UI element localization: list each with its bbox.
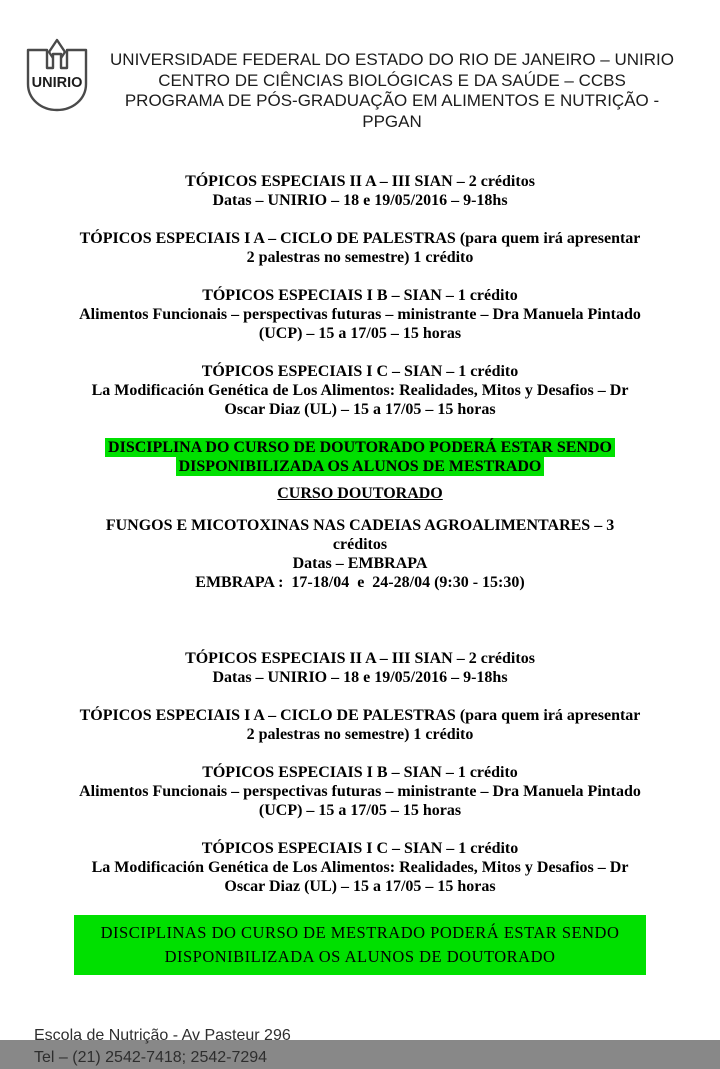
course-topicos-1a-repeat: [40, 706, 680, 744]
course-title-line: TÓPICOS ESPECIAIS II A – III SIAN – 2 créditos: [185, 173, 535, 190]
course-topicos-1b-repeat: [40, 763, 680, 820]
course-fungos-micotoxinas: [40, 516, 680, 592]
course-dates-line: (UCP) – 15 a 17/05 – 15 horas: [258, 325, 462, 342]
course-dates-line: (UCP) – 15 a 17/05 – 15 horas: [258, 802, 462, 819]
course-topicos-1c: [40, 362, 680, 419]
header-line-center: CENTRO DE CIÊNCIAS BIOLÓGICAS E DA SAÚDE – CCBS: [158, 70, 626, 90]
course-dates-line: Oscar Diaz (UL) – 15 a 17/05 – 15 horas: [224, 878, 496, 895]
footer-phone-line: Tel – (21) 2542-7418; 2542-7294: [34, 1049, 268, 1066]
notice-line: DISCIPLINAS DO CURSO DE MESTRADO PODERÁ ESTAR SENDO: [100, 923, 620, 942]
contact-footer: [34, 1025, 720, 1069]
course-topicos-1c-repeat: [40, 839, 680, 896]
unirio-logo-label: UNIRIO: [31, 75, 83, 91]
header-line-program: PROGRAMA DE PÓS-GRADUAÇÃO EM ALIMENTOS E NUTRIÇÃO - PPGAN: [124, 91, 664, 131]
document-body: [0, 172, 720, 975]
course-schedule-line: EMBRAPA : 17-18/04 e 24-28/04 (9:30 - 15:30): [195, 574, 525, 591]
institution-header: [94, 36, 690, 132]
course-title-line: TÓPICOS ESPECIAIS I A – CICLO DE PALESTRAS (para quem irá apresentar: [79, 707, 641, 724]
course-title-line: TÓPICOS ESPECIAIS II A – III SIAN – 2 créditos: [185, 650, 535, 667]
course-title-line: TÓPICOS ESPECIAIS I C – SIAN – 1 crédito: [201, 840, 519, 857]
course-topicos-1a: [40, 229, 680, 267]
course-topicos-2a: [40, 172, 680, 210]
course-dates-line: Datas – UNIRIO – 18 e 19/05/2016 – 9-18hs: [212, 669, 508, 686]
header-line-university: UNIVERSIDADE FEDERAL DO ESTADO DO RIO DE JANEIRO – UNIRIO: [110, 50, 674, 69]
course-topicos-2a-repeat: [40, 649, 680, 687]
notice-doutorado-highlight: [40, 438, 680, 476]
notice-line: DISCIPLINA DO CURSO DE DOUTORADO PODERÁ ESTAR SENDO: [40, 438, 680, 457]
course-detail-line: La Modificación Genética de Los Alimentos: Realidades, Mitos y Desafios – Dr: [91, 382, 629, 399]
curso-doutorado-heading: CURSO DOUTORADO: [277, 485, 443, 502]
letterhead: [0, 36, 720, 132]
course-dates-line: Datas – UNIRIO – 18 e 19/05/2016 – 9-18hs: [212, 192, 508, 209]
unirio-logo-icon: [20, 38, 94, 114]
notice-mestrado-box: [74, 915, 646, 975]
course-title-line: TÓPICOS ESPECIAIS I B – SIAN – 1 crédito: [202, 764, 518, 781]
course-detail-line: Alimentos Funcionais – perspectivas futuras – ministrante – Dra Manuela Pintado: [79, 783, 641, 800]
course-title-line: 2 palestras no semestre) 1 crédito: [246, 249, 474, 266]
course-dates-line: Datas – EMBRAPA: [292, 555, 428, 572]
notice-line: DISPONIBILIZADA OS ALUNOS DE MESTRADO: [40, 457, 680, 476]
course-detail-line: Alimentos Funcionais – perspectivas futuras – ministrante – Dra Manuela Pintado: [79, 306, 641, 323]
section-spacer: [0, 611, 720, 649]
course-title-line: FUNGOS E MICOTOXINAS NAS CADEIAS AGROALIMENTARES – 3: [105, 517, 615, 534]
course-title-line: 2 palestras no semestre) 1 crédito: [246, 726, 474, 743]
course-topicos-1b: [40, 286, 680, 343]
notice-line: DISPONIBILIZADA OS ALUNOS DE DOUTORADO: [164, 947, 556, 966]
course-dates-line: Oscar Diaz (UL) – 15 a 17/05 – 15 horas: [224, 401, 496, 418]
course-title-line: TÓPICOS ESPECIAIS I A – CICLO DE PALESTRAS (para quem irá apresentar: [79, 230, 641, 247]
course-title-line: TÓPICOS ESPECIAIS I B – SIAN – 1 crédito: [202, 287, 518, 304]
course-detail-line: La Modificación Genética de Los Alimentos: Realidades, Mitos y Desafios – Dr: [91, 859, 629, 876]
course-credits-line: créditos: [332, 536, 388, 553]
course-title-line: TÓPICOS ESPECIAIS I C – SIAN – 1 crédito: [201, 363, 519, 380]
footer-address-line: Escola de Nutrição - Av Pasteur 296: [34, 1027, 291, 1044]
